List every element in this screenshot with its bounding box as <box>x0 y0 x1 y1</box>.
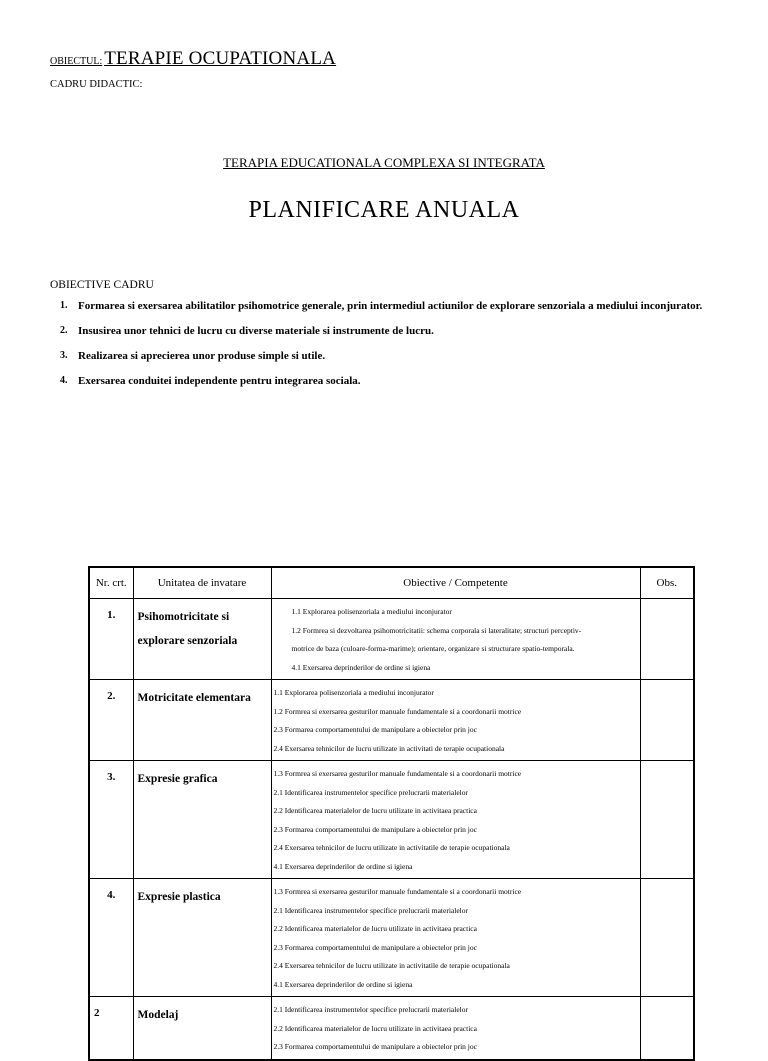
competence-item: 1.1 Explorarea polisenzoriala a mediului inconjurator <box>291 607 452 616</box>
annual-plan-table <box>88 566 695 1061</box>
competence-item: 1.1 Explorarea polisenzoriala a mediului inconjurator <box>273 688 434 697</box>
competence-item: 2.1 Identificarea instrumentelor specifice prelucrarii materialelor <box>273 1005 468 1014</box>
competence-item: 4.1 Exersarea deprinderilor de ordine si igiena <box>291 662 431 672</box>
competence-item: 2.1 Identificarea instrumentelor specifice prelucrarii materialelor <box>273 905 468 915</box>
competence-item: 2.2 Identificarea materialelor de lucru utilizate in activitaea practica <box>273 924 477 933</box>
competence-item: 2.3 Formarea comportamentului de manipulare a obiectelor prin joc <box>273 942 477 952</box>
teacher-label: CADRU DIDACTIC: <box>50 79 143 90</box>
table-row <box>89 761 694 879</box>
competence-item: 2.4 Exersarea tehnicilor de lucru utilizate in activitatile de terapie ocupationala <box>273 961 510 970</box>
competence-item: 2.4 Exersarea tehnicilor de lucru utilizate in activitatile de terapie ocupationala <box>273 843 510 852</box>
objective-number: 3. <box>60 350 68 361</box>
competence-item: 2.4 Exersarea tehnicilor de lucru utilizate in activitati de terapie ocupationala <box>273 743 505 753</box>
competence-item: 4.1 Exersarea deprinderilor de ordine si igiena <box>273 861 413 871</box>
header-obs: Obs. <box>640 567 694 599</box>
obs-cell <box>640 680 694 761</box>
objective-number: 4. <box>60 375 68 386</box>
competences-cell <box>271 879 640 997</box>
competence-item: 2.3 Formarea comportamentului de manipulare a obiectelor prin joc <box>273 725 477 734</box>
table-row <box>89 680 694 761</box>
objectives-list <box>60 300 740 400</box>
competences-cell <box>271 599 640 680</box>
objective-item <box>60 325 740 350</box>
objective-number: 2. <box>60 325 68 336</box>
competence-item: 1.3 Formrea si exersarea gesturilor manuale fundamentale si a coordonarii motrice <box>273 887 522 896</box>
competence-item: 4.1 Exersarea deprinderilor de ordine si igiena <box>273 979 413 989</box>
learning-unit: Psihomotricitate si explorare senzoriala <box>133 599 271 680</box>
learning-unit: Expresie grafica <box>133 761 271 879</box>
header-nr: Nr. crt. <box>89 567 133 599</box>
obs-cell <box>640 761 694 879</box>
competences-cell <box>271 997 640 1060</box>
learning-unit: Motricitate elementara <box>133 680 271 761</box>
table-header-row <box>89 567 694 599</box>
competence-item: 2.2 Identificarea materialelor de lucru utilizate in activitaea practica <box>273 806 477 815</box>
learning-unit: Modelaj <box>133 997 271 1060</box>
document-title: PLANIFICARE ANUALA <box>248 197 520 223</box>
competence-item: 2.2 Identificarea materialelor de lucru utilizate in activitaea practica <box>273 1023 477 1033</box>
header-unit: Unitatea de invatare <box>133 567 271 599</box>
subject-name: TERAPIE OCUPATIONALA <box>104 48 337 69</box>
competence-item: 2.3 Formarea comportamentului de manipulare a obiectelor prin joc <box>273 1042 477 1051</box>
competence-item: 2.3 Formarea comportamentului de manipulare a obiectelor prin joc <box>273 824 477 834</box>
competences-cell <box>271 761 640 879</box>
objective-text: Formarea si exersarea abilitatilor psihomotrice generale, prin intermediul actiunilor de explorare senzoriala a mediului inconjurator. <box>78 300 703 312</box>
competence-item: 1.2 Formrea si exersarea gesturilor manuale fundamentale si a coordonarii motrice <box>273 706 522 716</box>
objective-item <box>60 375 740 400</box>
header-objectives: Obiective / Competente <box>271 567 640 599</box>
competences-cell <box>271 680 640 761</box>
row-number: 3. <box>89 761 133 879</box>
learning-unit: Expresie plastica <box>133 879 271 997</box>
objective-text: Insusirea unor tehnici de lucru cu diverse materiale si instrumente de lucru. <box>78 325 434 337</box>
objective-item <box>60 300 740 325</box>
row-number: 2. <box>89 680 133 761</box>
objective-item <box>60 350 740 375</box>
competence-item: motrice de baza (culoare-forma-marime); orientare, organizare si structurare spatio-temporala. <box>291 644 575 653</box>
subject-label: OBIECTUL: <box>50 56 103 67</box>
objectives-heading: OBIECTIVE CADRU <box>50 279 154 291</box>
row-number: 2 <box>89 997 133 1060</box>
table-row <box>89 599 694 680</box>
competence-item: 2.1 Identificarea instrumentelor specifice prelucrarii materialelor <box>273 787 468 797</box>
row-number: 1. <box>89 599 133 680</box>
program-title: TERAPIA EDUCATIONALA COMPLEXA SI INTEGRATA <box>223 155 545 170</box>
objective-text: Exersarea conduitei independente pentru integrarea sociala. <box>78 375 361 387</box>
obs-cell <box>640 997 694 1060</box>
objective-number: 1. <box>60 300 68 311</box>
obs-cell <box>640 599 694 680</box>
subject-line <box>50 48 336 70</box>
competence-item: 1.2 Formrea si dezvoltarea psihomotricitatii: schema corporala si lateralitate; structuri perceptiv- <box>291 625 582 635</box>
row-number: 4. <box>89 879 133 997</box>
table-row <box>89 997 694 1060</box>
table-row <box>89 879 694 997</box>
competence-item: 1.3 Formrea si exersarea gesturilor manuale fundamentale si a coordonarii motrice <box>273 769 522 778</box>
objective-text: Realizarea si aprecierea unor produse simple si utile. <box>78 350 326 362</box>
obs-cell <box>640 879 694 997</box>
